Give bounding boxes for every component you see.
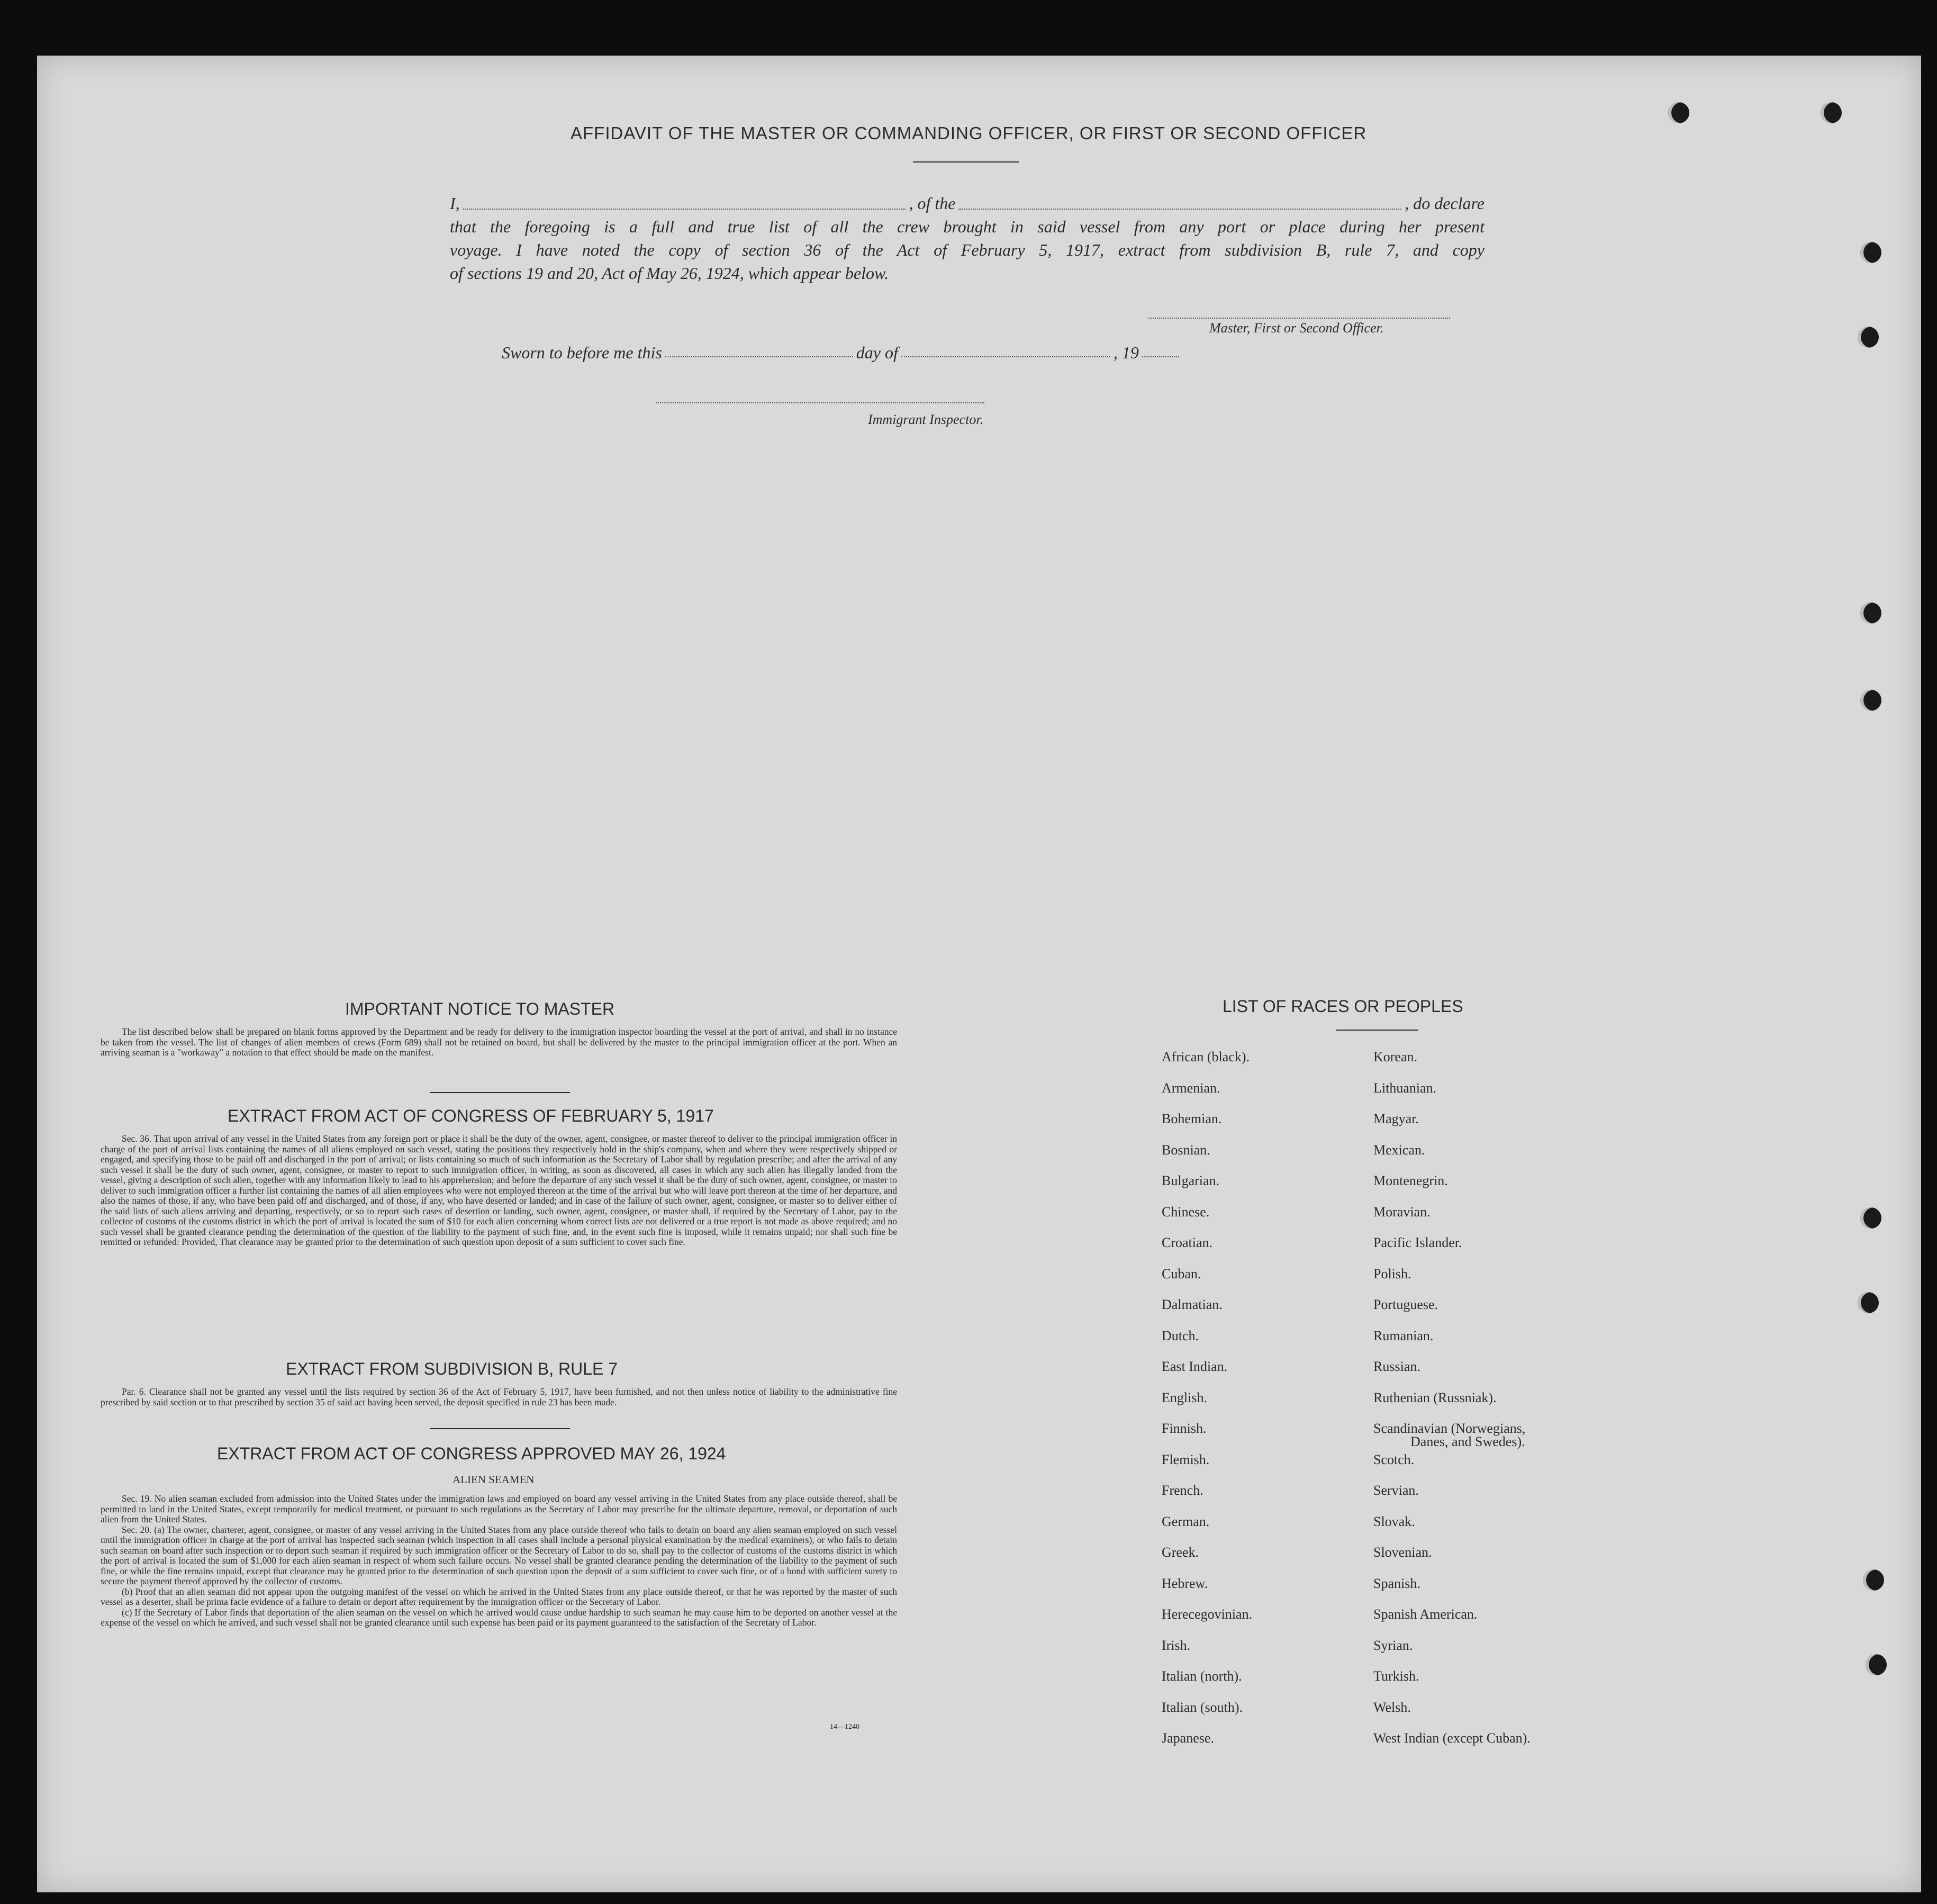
affidavit-line1-end: , do declare bbox=[1405, 194, 1485, 213]
race-item: Pacific Islander. bbox=[1373, 1235, 1462, 1250]
race-item: Herecegovinian. bbox=[1162, 1607, 1253, 1622]
races-title: LIST OF RACES OR PEOPLES bbox=[1223, 997, 1463, 1016]
race-item: Russian. bbox=[1373, 1359, 1420, 1374]
punch-hole bbox=[1858, 327, 1879, 348]
punch-hole bbox=[1821, 102, 1842, 123]
race-item: Chinese. bbox=[1162, 1204, 1210, 1220]
race-item: Greek. bbox=[1162, 1545, 1199, 1560]
month-blank[interactable] bbox=[901, 356, 1110, 357]
race-item: Croatian. bbox=[1162, 1235, 1213, 1250]
race-item: African (black). bbox=[1162, 1049, 1250, 1064]
affidavit-line-4: of sections 19 and 20, Act of May 26, 1924, which appear below. bbox=[450, 264, 889, 283]
race-item: Flemish. bbox=[1162, 1451, 1210, 1467]
race-item: Slovenian. bbox=[1373, 1545, 1432, 1560]
race-item: Syrian. bbox=[1373, 1637, 1413, 1653]
title-rule bbox=[913, 161, 1019, 163]
race-item: Dutch. bbox=[1162, 1328, 1199, 1343]
paragraph-6: Par. 6. Clearance shall not be granted any vessel until the lists required by section 36 of the Act of February 5, 1917, have been furnished, and not then unless notice of liability to the administrative fine prescribed by said section or to that prescribed by section 35 of said act having been served, the deposit specified in rule 23 has been made. bbox=[101, 1386, 897, 1407]
section-rule bbox=[430, 1092, 570, 1093]
affidavit-line-3: voyage. I have noted the copy of section 36 of the Act of February 5, 1917, extract from subdivision B, rule 7, and copy bbox=[450, 240, 1485, 259]
race-item: Cuban. bbox=[1162, 1266, 1201, 1282]
race-item: Magyar. bbox=[1373, 1111, 1419, 1126]
race-item: Moravian. bbox=[1373, 1204, 1431, 1220]
race-item: Welsh. bbox=[1373, 1699, 1411, 1715]
section-rule bbox=[430, 1428, 570, 1429]
race-item: Polish. bbox=[1373, 1266, 1411, 1282]
race-item: Italian (north). bbox=[1162, 1668, 1242, 1684]
section-20a-paragraph: Sec. 20. (a) The owner, charterer, agent, consignee, or master of any vessel arriving in the United States from any place outside thereof who fails to detain on board any alien seaman employed on such vessel until the immigration officer in charge at the port of arrival has inspected such seaman (which inspection in all cases shall include a personal physical examination by the medical examiners), or who fails to detain such seaman on board after such inspection or to deport such seaman if required by such immigration officer or the Secretary of Labor to do so, shall pay to the collector of customs of the customs district in which the port of arrival is located the sum of $1,000 for each alien seaman in respect of whom such failure occurs. No vessel shall be granted clearance pending the determination of the liability to the payment of such fine, or while the fine remains unpaid, except that clearance may be granted prior to the determination of such question upon the deposit of a sum sufficient to cover such fine, or of a bond with sufficient surety to secure the payment thereof approved by the collector of customs. bbox=[101, 1524, 897, 1586]
sworn-line bbox=[502, 343, 1227, 363]
race-item: Armenian. bbox=[1162, 1080, 1220, 1096]
race-item: Korean. bbox=[1373, 1049, 1418, 1064]
affidavit-line1-mid: , of the bbox=[909, 194, 956, 213]
race-item: German. bbox=[1162, 1513, 1210, 1529]
race-item: Italian (south). bbox=[1162, 1699, 1243, 1715]
race-item: Japanese. bbox=[1162, 1730, 1214, 1746]
sworn-start: Sworn to before me this bbox=[502, 343, 662, 362]
punch-hole bbox=[1863, 1569, 1884, 1591]
race-item: Portuguese. bbox=[1373, 1297, 1438, 1312]
race-item: Slovak. bbox=[1373, 1513, 1415, 1529]
alien-seamen-subtitle: ALIEN SEAMEN bbox=[452, 1473, 535, 1486]
race-item: Dalmatian. bbox=[1162, 1297, 1223, 1312]
punch-hole bbox=[1866, 1654, 1887, 1675]
affidavit-title: AFFIDAVIT OF THE MASTER OR COMMANDING OFFICER, OR FIRST OR SECOND OFFICER bbox=[571, 123, 1367, 143]
section-20c-paragraph: (c) If the Secretary of Labor finds that deportation of the alien seaman on the vessel on which he arrived would cause undue hardship to such seaman he may cause him to be deported on another vessel at the expense of the vessel on which he arrived, and such vessel shall not be granted clearance until such expense has been paid or its payment guaranteed to the satisfaction of the Secretary of Labor. bbox=[101, 1607, 897, 1628]
race-item: Bohemian. bbox=[1162, 1111, 1222, 1126]
extract-1917-text bbox=[101, 1134, 897, 1248]
race-item: Mexican. bbox=[1373, 1142, 1425, 1158]
race-item: Scandinavian (Norwegians, bbox=[1373, 1421, 1526, 1436]
race-item: West Indian (except Cuban). bbox=[1373, 1730, 1531, 1746]
race-item: Bosnian. bbox=[1162, 1142, 1210, 1158]
race-item: Montenegrin. bbox=[1373, 1173, 1448, 1188]
race-item: Danes, and Swedes). bbox=[1410, 1434, 1525, 1449]
punch-hole bbox=[1860, 242, 1881, 263]
race-item: East Indian. bbox=[1162, 1359, 1228, 1374]
punch-hole bbox=[1860, 690, 1881, 711]
rule7-text bbox=[101, 1387, 897, 1407]
affidavit-line1-start: I, bbox=[450, 194, 460, 213]
race-item: Lithuanian. bbox=[1373, 1080, 1437, 1096]
sworn-end: , 19 bbox=[1113, 343, 1139, 362]
punch-hole bbox=[1860, 602, 1881, 624]
race-item: Turkish. bbox=[1373, 1668, 1419, 1684]
race-item: Spanish American. bbox=[1373, 1607, 1478, 1622]
race-item: Hebrew. bbox=[1162, 1575, 1208, 1591]
notice-paragraph: The list described below shall be prepared on blank forms approved by the Department and be ready for delivery to the immigration inspector boarding the vessel at the port of arrival, and shall in no instance be taken from the vessel. The list of changes of alien members of crews (Form 689) shall not be retained on board, but shall be delivered by the master to the principal immigration officer at the port. When an arriving seaman is a "workaway" a notation to that effect should be made on the manifest. bbox=[101, 1026, 897, 1058]
punch-hole bbox=[1858, 1292, 1879, 1313]
race-item: Rumanian. bbox=[1373, 1328, 1434, 1343]
race-item: Servian. bbox=[1373, 1483, 1419, 1498]
signature-caption: Master, First or Second Officer. bbox=[1209, 320, 1384, 336]
extract-1924-title: EXTRACT FROM ACT OF CONGRESS APPROVED MAY 26, 1924 bbox=[217, 1444, 726, 1463]
affidavit-line-1 bbox=[450, 192, 1485, 215]
race-item: Bulgarian. bbox=[1162, 1173, 1220, 1188]
inspector-signature-line[interactable] bbox=[656, 402, 984, 403]
race-item: Irish. bbox=[1162, 1637, 1191, 1653]
race-item: Scotch. bbox=[1373, 1451, 1415, 1467]
affidavit-body bbox=[450, 192, 1485, 285]
section-19-paragraph: Sec. 19. No alien seaman excluded from admission into the United States under the immigration laws and employed on board any vessel arriving in the United States from any place outside thereof, shall be permitted to land in the United States, except temporarily for medical treatment, or pursuant to such regulations as the Secretary of Labor may prescribe for the ultimate departure, removal, or deportation of such alien from the United States. bbox=[101, 1493, 897, 1524]
name-blank[interactable] bbox=[463, 208, 906, 210]
inspector-caption: Immigrant Inspector. bbox=[868, 412, 984, 427]
sworn-mid: day of bbox=[856, 343, 898, 362]
form-number: 14—1240 bbox=[830, 1723, 859, 1731]
punch-hole bbox=[1860, 1207, 1881, 1229]
extract-1917-title: EXTRACT FROM ACT OF CONGRESS OF FEBRUARY 5, 1917 bbox=[228, 1106, 714, 1125]
rule7-title: EXTRACT FROM SUBDIVISION B, RULE 7 bbox=[286, 1359, 618, 1378]
notice-text bbox=[101, 1027, 897, 1058]
race-item: Ruthenian (Russniak). bbox=[1373, 1389, 1497, 1405]
punch-hole bbox=[1668, 102, 1689, 123]
day-blank[interactable] bbox=[665, 356, 853, 357]
vessel-blank[interactable] bbox=[958, 208, 1401, 210]
race-item: Spanish. bbox=[1373, 1575, 1420, 1591]
affidavit-line-2: that the foregoing is a full and true list of all the crew brought in said vessel from any port or place during her present bbox=[450, 217, 1485, 236]
section-36-paragraph: Sec. 36. That upon arrival of any vessel in the United States from any foreign port or place it shall be the duty of the owner, agent, consignee, or master thereof to deliver to the principal immigration officer in charge of the port of arrival lists containing the names of all aliens employed on such vessel, stating the positions they respectively hold in the ship's company, when and where they were respectively shipped or engaged, and specifying those to be paid off and discharged in the port of arrival; or lists containing so much of such information as the Secretary of Labor shall by regulation prescribe; and after the arrival of any such vessel it shall be the duty of such owner, agent, consignee, or master to report to such immigration officer, in writing, as soon as discovered, all cases in which any such alien has illegally landed from the vessel, giving a description of such alien, together with any information likely to lead to his apprehension; and before the departure of any such vessel it shall be the duty of such owner, agent, consignee, or master to deliver to such immigration officer a further list containing the names of all alien employees who were not employed thereon at the time of the arrival but who will leave port thereon at the time of her departure, and also the names of those, if any, who have been paid off and discharged, and of those, if any, who have deserted or landed; and in case of the failure of such owner, agent, consignee, or master so to deliver either of the said lists of such aliens arriving and departing, respectively, or so to report such cases of desertion or landing, such owner, agent, consignee, or master shall, if required by the Secretary of Labor, pay to the collector of customs of the customs district in which the port of arrival is located the sum of $10 for each alien concerning whom correct lists are not delivered or a true report is not made as above required; and no such vessel shall be granted clearance pending the determination of the question of the liability to the payment of such fine, and, in the event such fine is imposed, while it remains unpaid; nor shall such fine be remitted or refunded: Provided, That clearance may be granted prior to the determination of such question upon deposit of a sum sufficient to cover such fine. bbox=[101, 1133, 897, 1247]
race-item: English. bbox=[1162, 1389, 1207, 1405]
extract-1924-text bbox=[101, 1494, 897, 1628]
master-signature-line[interactable] bbox=[1148, 318, 1450, 319]
section-20b-paragraph: (b) Proof that an alien seaman did not appear upon the outgoing manifest of the vessel on which he arrived in the United States from any place outside thereof, or that he was reported by the master of such vessel as a deserter, shall be prima facie evidence of a failure to detain or deport after requirement by the immigration officer or the Secretary of Labor. bbox=[101, 1586, 897, 1607]
notice-title: IMPORTANT NOTICE TO MASTER bbox=[345, 999, 615, 1018]
race-item: Finnish. bbox=[1162, 1421, 1207, 1436]
year-blank[interactable] bbox=[1142, 356, 1179, 357]
races-title-rule bbox=[1336, 1030, 1418, 1031]
race-item: French. bbox=[1162, 1483, 1203, 1498]
